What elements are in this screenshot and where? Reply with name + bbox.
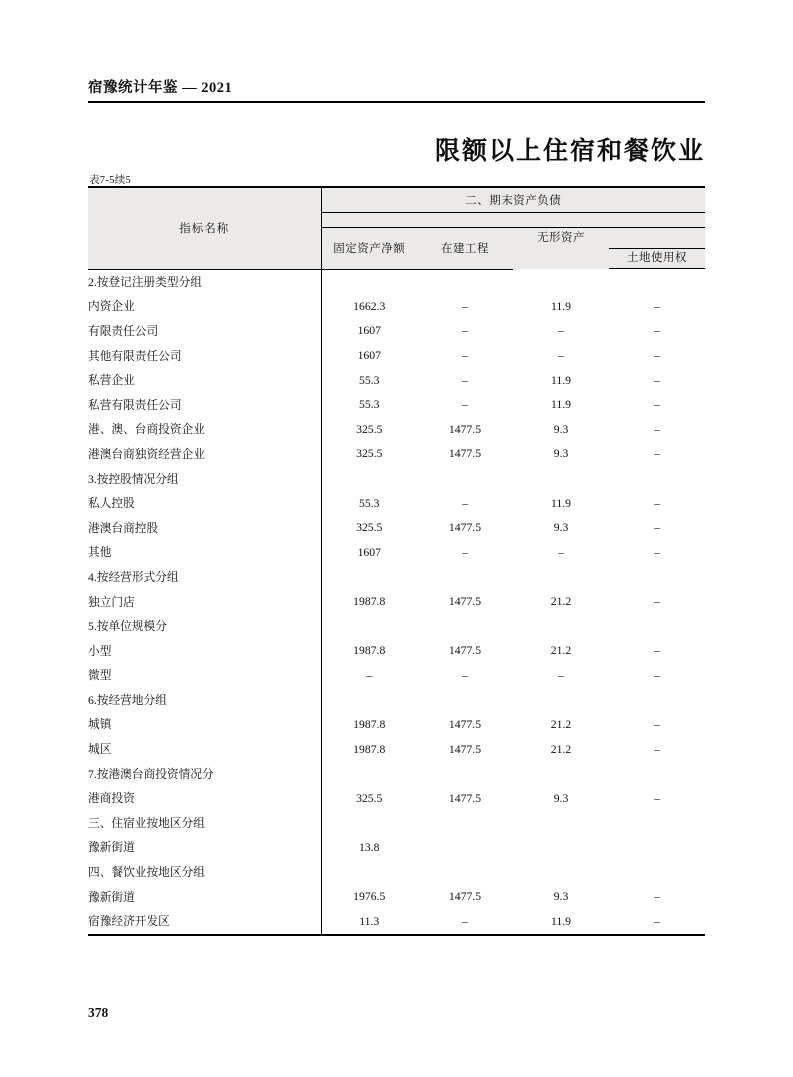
table-row xyxy=(88,294,705,319)
row-value: 1477.5 xyxy=(448,521,482,535)
row-value xyxy=(417,835,513,860)
row-value xyxy=(513,565,609,590)
row-value xyxy=(513,269,609,294)
row-value: 1477.5 xyxy=(448,742,482,756)
row-value: 1987.8 xyxy=(353,644,386,658)
row-value: – xyxy=(558,668,564,682)
row-value: – xyxy=(462,496,468,510)
row-label: 微型 xyxy=(88,663,321,688)
row-value: – xyxy=(417,909,513,935)
row-value: 9.3 xyxy=(553,791,569,805)
row-value: – xyxy=(654,545,660,559)
row-value xyxy=(513,614,609,639)
column-header-fixed-assets: 固定资产净额 xyxy=(321,228,417,270)
row-label: 2.按登记注册类型分组 xyxy=(88,269,321,294)
row-value: 1477.5 xyxy=(448,717,482,731)
table-body xyxy=(88,269,705,935)
row-value xyxy=(321,466,417,491)
row-value: 9.3 xyxy=(553,890,569,904)
row-value: – xyxy=(654,742,660,756)
row-value: 9.3 xyxy=(553,521,569,535)
row-value xyxy=(609,565,705,590)
row-label: 港澳台商控股 xyxy=(88,515,321,540)
row-label: 私营企业 xyxy=(88,368,321,393)
row-value xyxy=(609,860,705,885)
column-header-intangible-assets: 无形资产 xyxy=(537,232,585,244)
row-value xyxy=(417,466,513,491)
page-header xyxy=(88,76,705,103)
row-value: – xyxy=(462,545,468,559)
row-value: – xyxy=(654,398,660,412)
row-value xyxy=(609,614,705,639)
row-value: – xyxy=(654,349,660,363)
row-value xyxy=(417,614,513,639)
row-value: 11.3 xyxy=(321,909,417,935)
page-number: 378 xyxy=(88,1005,109,1020)
row-value: – xyxy=(654,496,660,510)
table-row xyxy=(88,712,705,737)
row-label: 其他 xyxy=(88,540,321,565)
row-value xyxy=(609,811,705,836)
row-value: 1987.8 xyxy=(353,595,386,609)
row-value: – xyxy=(654,717,660,731)
table-head xyxy=(88,187,705,269)
header-divider xyxy=(88,101,705,103)
row-value xyxy=(417,269,513,294)
column-header-indicator: 指标名称 xyxy=(88,187,321,269)
row-value: 21.2 xyxy=(550,717,572,731)
table-row xyxy=(88,688,705,713)
row-value xyxy=(321,565,417,590)
row-value: 1607 xyxy=(357,349,381,363)
row-value: 1477.5 xyxy=(448,644,482,658)
row-value: 11.9 xyxy=(513,909,609,935)
row-value xyxy=(417,565,513,590)
row-label: 四、餐饮业按地区分组 xyxy=(88,860,321,885)
table-row xyxy=(88,491,705,516)
row-label: 城镇 xyxy=(88,712,321,737)
table-caption: 表7-5续5 xyxy=(89,175,132,186)
row-value: 1987.8 xyxy=(353,742,386,756)
row-value: – xyxy=(558,349,564,363)
row-label: 6.按经营地分组 xyxy=(88,688,321,713)
row-value xyxy=(513,835,609,860)
row-value: 1477.5 xyxy=(448,890,482,904)
row-value: 55.3 xyxy=(359,398,380,412)
row-label: 其他有限责任公司 xyxy=(88,343,321,368)
table-row xyxy=(88,417,705,442)
row-value: 13.8 xyxy=(359,840,380,854)
row-value xyxy=(321,614,417,639)
row-value: – xyxy=(462,668,468,682)
table-row xyxy=(88,811,705,836)
row-label: 有限责任公司 xyxy=(88,319,321,344)
column-header-construction-in-progress: 在建工程 xyxy=(417,228,513,270)
row-value xyxy=(513,761,609,786)
row-value: 325.5 xyxy=(356,521,383,535)
column-header-spacer xyxy=(321,213,705,228)
row-value: – xyxy=(654,791,660,805)
table-row xyxy=(88,909,705,935)
row-value xyxy=(609,466,705,491)
page-title: 限额以上住宿和餐饮业 xyxy=(434,138,705,165)
row-value: 21.2 xyxy=(550,644,572,658)
column-header-land-use-spacer xyxy=(609,228,705,248)
row-value: 11.9 xyxy=(550,496,572,510)
row-value: – xyxy=(654,890,660,904)
row-value: 9.3 xyxy=(553,447,569,461)
table-row xyxy=(88,737,705,762)
header-row-group xyxy=(88,187,705,213)
table-row xyxy=(88,540,705,565)
table-row xyxy=(88,392,705,417)
row-value: 1477.5 xyxy=(448,791,482,805)
row-value: 325.5 xyxy=(356,447,383,461)
row-value: – xyxy=(462,349,468,363)
row-value: – xyxy=(558,324,564,338)
row-label: 3.按控股情况分组 xyxy=(88,466,321,491)
table-row xyxy=(88,442,705,467)
statistics-table-wrapper xyxy=(88,186,705,936)
table-row xyxy=(88,565,705,590)
table-row xyxy=(88,860,705,885)
row-label: 小型 xyxy=(88,638,321,663)
row-value: 55.3 xyxy=(359,373,380,387)
row-value: 1607 xyxy=(357,545,381,559)
row-value xyxy=(417,860,513,885)
column-header-land-use-right: 土地使用权 xyxy=(609,248,705,269)
table-row xyxy=(88,269,705,294)
row-value xyxy=(321,811,417,836)
row-value xyxy=(609,761,705,786)
running-title: 宿豫统计年鉴 — 2021 xyxy=(88,80,233,96)
table-row xyxy=(88,884,705,909)
row-value: – xyxy=(462,373,468,387)
row-value: 9.3 xyxy=(553,422,569,436)
row-value: – xyxy=(462,299,468,313)
table-row xyxy=(88,638,705,663)
row-value: – xyxy=(654,447,660,461)
table-row xyxy=(88,515,705,540)
row-value: 1662.3 xyxy=(353,299,386,313)
row-value xyxy=(513,466,609,491)
row-value xyxy=(321,688,417,713)
row-value: – xyxy=(654,521,660,535)
table-row xyxy=(88,786,705,811)
row-value: 325.5 xyxy=(356,422,383,436)
table-row xyxy=(88,589,705,614)
row-value: – xyxy=(654,422,660,436)
row-value xyxy=(513,811,609,836)
row-value: – xyxy=(654,644,660,658)
row-value: 21.2 xyxy=(550,595,572,609)
row-value xyxy=(417,811,513,836)
row-value xyxy=(513,860,609,885)
row-value: 55.3 xyxy=(359,496,380,510)
column-header-intangible-wrap xyxy=(513,228,609,270)
table-row xyxy=(88,368,705,393)
row-value: – xyxy=(654,595,660,609)
table-row xyxy=(88,663,705,688)
row-value: – xyxy=(654,668,660,682)
row-label: 5.按单位规模分 xyxy=(88,614,321,639)
table-row xyxy=(88,343,705,368)
row-label: 4.按经营形式分组 xyxy=(88,565,321,590)
table-row xyxy=(88,835,705,860)
row-label: 城区 xyxy=(88,737,321,762)
row-value xyxy=(321,269,417,294)
row-value: 1976.5 xyxy=(353,890,386,904)
row-value: – xyxy=(609,909,705,935)
row-value xyxy=(321,761,417,786)
row-value: – xyxy=(654,299,660,313)
row-value xyxy=(417,761,513,786)
table-row xyxy=(88,319,705,344)
row-label: 私营有限责任公司 xyxy=(88,392,321,417)
row-value: 325.5 xyxy=(356,791,383,805)
column-header-land-use-wrap xyxy=(609,228,705,270)
column-header-group: 二、期末资产负债 xyxy=(321,187,705,213)
row-value: – xyxy=(654,324,660,338)
row-value: 1477.5 xyxy=(448,422,482,436)
row-label: 私人控股 xyxy=(88,491,321,516)
row-value: 21.2 xyxy=(550,742,572,756)
row-value: 1607 xyxy=(357,324,381,338)
row-label: 独立门店 xyxy=(88,589,321,614)
row-value: 11.9 xyxy=(550,398,572,412)
row-value: – xyxy=(462,398,468,412)
row-value: 1987.8 xyxy=(353,717,386,731)
row-label: 港商投资 xyxy=(88,786,321,811)
row-value xyxy=(321,860,417,885)
statistics-table xyxy=(88,186,705,936)
row-label: 豫新街道 xyxy=(88,884,321,909)
row-value: – xyxy=(462,324,468,338)
row-label: 7.按港澳台商投资情况分 xyxy=(88,761,321,786)
row-value xyxy=(609,688,705,713)
row-value: 11.9 xyxy=(550,299,572,313)
row-label: 三、住宿业按地区分组 xyxy=(88,811,321,836)
table-row xyxy=(88,466,705,491)
row-value xyxy=(609,269,705,294)
row-value: 1477.5 xyxy=(448,595,482,609)
row-label: 豫新街道 xyxy=(88,835,321,860)
row-label: 宿豫经济开发区 xyxy=(88,909,321,935)
row-value: 1477.5 xyxy=(448,447,482,461)
table-row xyxy=(88,761,705,786)
row-value: – xyxy=(558,545,564,559)
row-value xyxy=(417,688,513,713)
row-label: 港澳台商独资经营企业 xyxy=(88,442,321,467)
row-value: – xyxy=(366,668,373,682)
row-label: 港、澳、台商投资企业 xyxy=(88,417,321,442)
table-row xyxy=(88,614,705,639)
row-value: – xyxy=(654,373,660,387)
row-value: 11.9 xyxy=(550,373,572,387)
row-label: 内资企业 xyxy=(88,294,321,319)
row-value xyxy=(609,835,705,860)
row-value xyxy=(513,688,609,713)
